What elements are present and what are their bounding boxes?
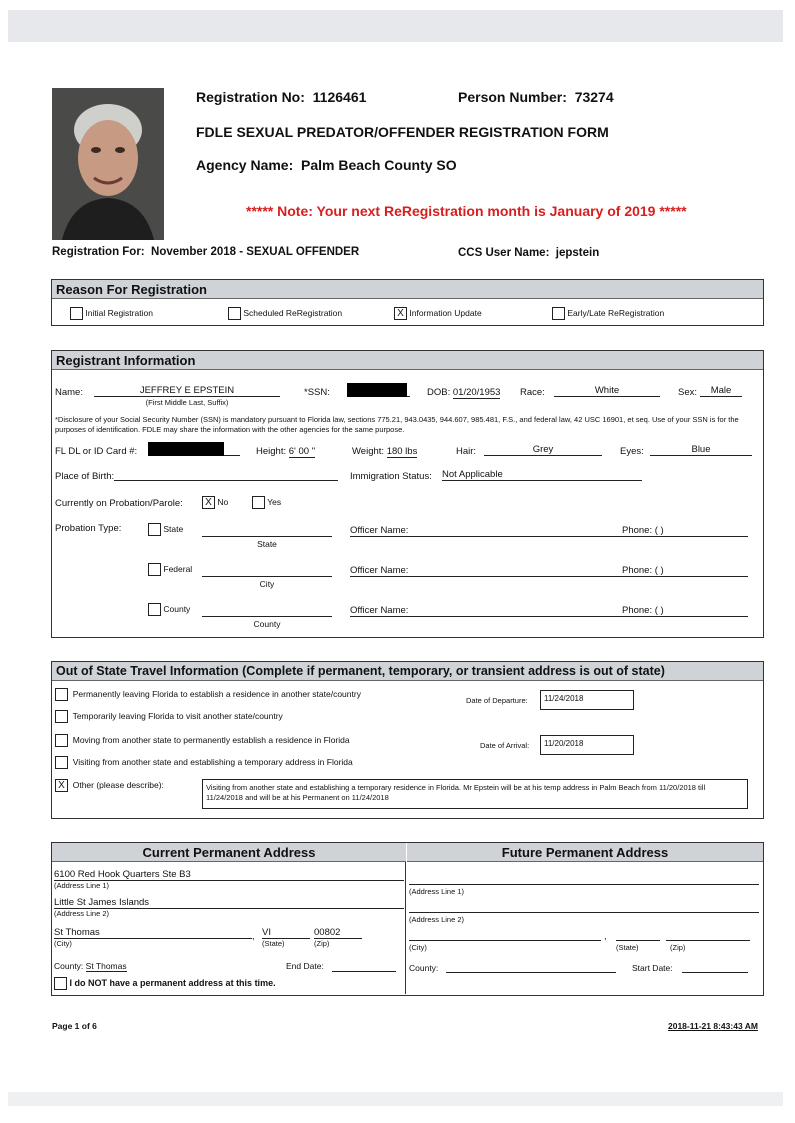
page-number: Page 1 of 6 [52, 1021, 97, 1031]
reason-section [51, 279, 764, 326]
travel-section [51, 661, 764, 819]
start-date-label: Start Date: [632, 963, 673, 973]
registrant-section [51, 350, 764, 638]
ccs-user: CCS User Name: jepstein [458, 247, 600, 259]
checkbox[interactable]: X [394, 307, 407, 320]
future-county-field[interactable] [446, 961, 616, 973]
height-field[interactable]: 6' 00 " [288, 446, 316, 457]
other-description[interactable]: Visiting from another state and establishing a temporary residence in Florida. Mr Epstein will be at his temp address in Palm Beach from 11/20/2018 till 11/24/2018 and will be at his Permanent on 11/24/2018 [202, 779, 748, 809]
future-zip[interactable] [666, 929, 750, 941]
city-label: (City) [54, 939, 72, 948]
zip-label: (Zip) [314, 939, 330, 948]
state-field[interactable] [202, 527, 332, 537]
checkbox[interactable] [252, 496, 265, 509]
address-section [51, 842, 764, 996]
checkbox[interactable] [148, 563, 161, 576]
ssn-disclosure: *Disclosure of your Social Security Number (SSN) is mandatory pursuant to Florida law, sections 775.21, 943.0435, 944.607, 985.481, F.S., and federal law, 42 USC 16901, et seq. Use of your SSN is for the purposes of identification. FDLE may share the information with the other agencies for the same purpose. [55, 415, 739, 434]
future-state[interactable] [616, 929, 660, 941]
reason-early-late[interactable]: Early/Late ReRegistration [552, 307, 664, 320]
future-city-label: (City) [409, 943, 427, 952]
name-field[interactable]: JEFFREY E EPSTEIN [94, 385, 280, 397]
future-zip-label: (Zip) [670, 943, 686, 952]
checkbox[interactable] [228, 307, 241, 320]
future-city[interactable] [409, 929, 601, 941]
portrait-image [52, 88, 164, 240]
officer-label: Officer Name: [350, 605, 409, 616]
travel-item-moving[interactable]: Moving from another state to permanently establish a residence in Florida [55, 734, 350, 747]
current-state[interactable]: VI [262, 927, 310, 939]
reregistration-note: ***** Note: Your next ReRegistration month is January of 2019 ***** [246, 203, 687, 219]
checkbox[interactable] [55, 734, 68, 747]
county-sub: County [253, 619, 281, 629]
officer-label: Officer Name: [350, 525, 409, 536]
future-line1-label: (Address Line 1) [409, 887, 465, 896]
future-line1[interactable] [409, 871, 759, 885]
race-field[interactable]: White [554, 385, 660, 397]
hair-label: Hair: [456, 446, 477, 457]
future-state-label: (State) [616, 943, 639, 952]
name-label: Name: [55, 387, 83, 398]
city-field[interactable] [202, 567, 332, 577]
future-line2[interactable] [409, 899, 759, 913]
scan-bottom-band [8, 1092, 783, 1106]
dob: DOB: 01/20/1953 [427, 387, 501, 398]
officer-field[interactable] [350, 607, 748, 617]
pob-label: Place of Birth: [55, 471, 115, 482]
travel-item-other[interactable]: X Other (please describe): [55, 779, 164, 792]
reason-initial[interactable]: Initial Registration [70, 307, 153, 320]
future-line2-label: (Address Line 2) [409, 915, 465, 924]
agency-name: Agency Name: Palm Beach County SO [196, 157, 457, 173]
checkbox[interactable]: X [55, 779, 68, 792]
checkbox[interactable] [55, 688, 68, 701]
county: County: St Thomas [54, 961, 127, 971]
reason-scheduled[interactable]: Scheduled ReRegistration [228, 307, 342, 320]
probation-type-federal[interactable]: Federal [148, 563, 192, 576]
future-county-label: County: [409, 963, 439, 973]
city-sub: City [259, 579, 275, 589]
probation-no[interactable]: X No [202, 496, 228, 509]
current-address-title: Current Permanent Address [52, 843, 406, 862]
arrival-field[interactable]: 11/20/2018 [540, 735, 634, 755]
reason-info-update[interactable]: X Information Update [394, 307, 482, 320]
phone-label: Phone: ( ) [622, 525, 664, 536]
print-timestamp: 2018-11-21 8:43:43 AM [668, 1021, 758, 1031]
name-hint: (First Middle Last, Suffix) [145, 398, 229, 407]
current-line2[interactable]: Little St James Islands [54, 897, 404, 909]
state-sub: State [257, 539, 277, 549]
checkbox[interactable] [148, 523, 161, 536]
checkbox[interactable] [552, 307, 565, 320]
checkbox[interactable] [54, 977, 67, 990]
line1-label: (Address Line 1) [54, 881, 110, 890]
checkbox[interactable] [148, 603, 161, 616]
county-field[interactable] [202, 607, 332, 617]
registrant-title: Registrant Information [52, 351, 763, 370]
height: Height: 6' 00 " [256, 446, 316, 457]
checkbox[interactable] [55, 756, 68, 769]
probation-yes[interactable]: Yes [252, 496, 281, 509]
officer-field[interactable] [350, 527, 748, 537]
hair-field[interactable]: Grey [484, 444, 602, 456]
probation-type-county[interactable]: County [148, 603, 190, 616]
immigration-field[interactable]: Not Applicable [442, 469, 642, 481]
current-city[interactable]: St Thomas [54, 927, 252, 939]
race-label: Race: [520, 387, 545, 398]
departure-field[interactable]: 11/24/2018 [540, 690, 634, 710]
probation-type-label: Probation Type: [55, 523, 122, 534]
line2-label: (Address Line 2) [54, 909, 110, 918]
future-address-title: Future Permanent Address [407, 843, 763, 862]
fl-dl-label: FL DL or ID Card #: [55, 446, 138, 457]
dob-field[interactable]: 01/20/1953 [452, 387, 501, 398]
comma: , [252, 931, 255, 942]
phone-label: Phone: ( ) [622, 565, 664, 576]
current-line1[interactable]: 6100 Red Hook Quarters Ste B3 [54, 869, 404, 881]
travel-item-visiting[interactable]: Visiting from another state and establishing a temporary address in Florida [55, 756, 353, 769]
ssn-underline [407, 383, 410, 397]
state-label: (State) [262, 939, 285, 948]
fl-dl-underline [224, 442, 240, 456]
pob-field[interactable] [114, 469, 338, 481]
end-date-label: End Date: [286, 961, 324, 971]
current-zip[interactable]: 00802 [314, 927, 362, 939]
start-date-field[interactable] [682, 961, 748, 973]
scan-top-band [8, 10, 783, 42]
arrival-label: Date of Arrival: [480, 741, 530, 750]
ssn-label: *SSN: [304, 387, 330, 398]
officer-field[interactable] [350, 567, 748, 577]
checkbox[interactable]: X [202, 496, 215, 509]
registration-no: Registration No: 1126461 [196, 89, 367, 105]
current-county[interactable]: St Thomas [85, 961, 127, 971]
departure-label: Date of Departure: [466, 696, 528, 705]
travel-item-perm-leaving[interactable]: Permanently leaving Florida to establish a residence in another state/country [55, 688, 361, 701]
eyes-field[interactable]: Blue [650, 444, 752, 456]
phone-label: Phone: ( ) [622, 605, 664, 616]
sex-field[interactable]: Male [700, 385, 742, 397]
weight-field[interactable]: 180 lbs [386, 446, 418, 457]
checkbox[interactable] [70, 307, 83, 320]
eyes-label: Eyes: [620, 446, 644, 457]
end-date-field[interactable] [332, 961, 396, 972]
weight: Weight: 180 lbs [352, 446, 418, 457]
comma: , [604, 931, 607, 942]
registrant-photo [52, 88, 164, 240]
person-number: Person Number: 73274 [458, 89, 614, 105]
fl-dl-redacted [148, 442, 224, 456]
form-title: FDLE SEXUAL PREDATOR/OFFENDER REGISTRATION FORM [196, 124, 609, 140]
immigration-label: Immigration Status: [350, 471, 432, 482]
no-address-option[interactable]: I do NOT have a permanent address at this time. [54, 977, 276, 990]
ssn-redacted [347, 383, 407, 397]
reason-title: Reason For Registration [52, 280, 763, 299]
checkbox[interactable] [55, 710, 68, 723]
travel-title: Out of State Travel Information (Complete if permanent, temporary, or transient address is out of state) [52, 662, 763, 681]
registration-for: Registration For: November 2018 - SEXUAL OFFENDER [52, 246, 360, 258]
sex-label: Sex: [678, 387, 698, 398]
travel-item-temp-leaving[interactable]: Temporarily leaving Florida to visit another state/country [55, 710, 283, 723]
probation-type-state[interactable]: State [148, 523, 183, 536]
probation-label: Currently on Probation/Parole: [55, 498, 183, 509]
officer-label: Officer Name: [350, 565, 409, 576]
